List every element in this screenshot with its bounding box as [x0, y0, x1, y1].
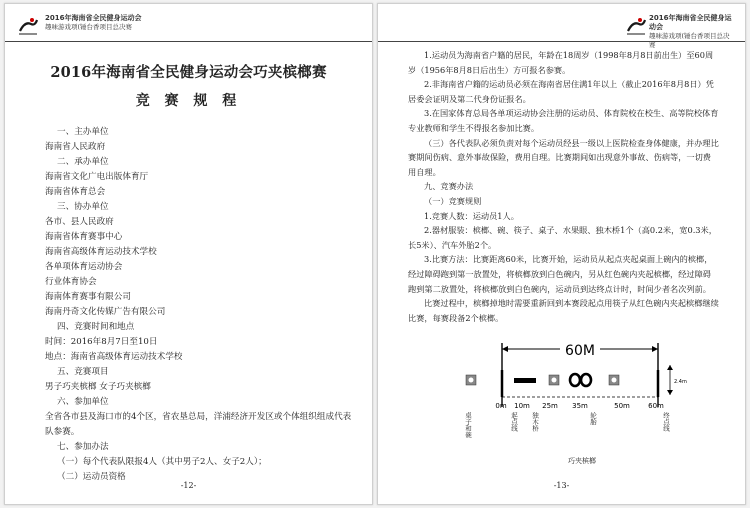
paragraph: 3.在国家体育总局各单项运动协会注册的运动员、体育院校在校生、高等院校体育专业教师和学生不得报名参加比赛。	[408, 108, 719, 133]
paragraph: （三）各代表队必须负责对每个运动员经县一级以上医院检查身体健康，并办理比赛期间伤病、意外事故保险，费用自理。比赛期间如出现意外事故、伤病等，一切费用自理。	[408, 137, 719, 177]
distance-label: 60M	[565, 343, 595, 359]
text-line: 男子巧夹槟榔 女子巧夹槟榔	[45, 382, 151, 392]
text-line: 一、主办单位	[57, 127, 109, 137]
page-header	[378, 12, 745, 49]
sports-logo-icon	[625, 15, 647, 37]
station-label: 轮胎	[589, 412, 597, 425]
course-diagram	[462, 335, 692, 455]
right-page	[377, 3, 746, 505]
bowl-station-icon	[466, 375, 476, 385]
text-line: 六、参加单位	[57, 397, 109, 407]
paragraph: 3.比赛方法：比赛距离60米，比赛开始，运动员从起点夹起桌面上碗内的槟榔，经过障碍跑到第一放置处，将槟榔放到白色碗内，另从红色碗内夹起槟榔，经过障碍跑到第二放置处，将槟榔放到白色碗内，运动员到达终点计时，时间少者名次列前。	[408, 254, 713, 294]
text-line: 海南省文化广电出版体育厅	[45, 172, 149, 182]
text-line: 二、承办单位	[57, 157, 109, 167]
text-line: 行业体育协会	[45, 277, 97, 287]
arrow-left-icon	[502, 346, 508, 352]
station-label: 独木桥	[531, 412, 539, 432]
text-line: 海南省体育赛事中心	[45, 232, 123, 242]
page-number: -12-	[180, 481, 197, 490]
right-body	[408, 48, 719, 325]
text-line: 海南省体育总会	[45, 187, 106, 197]
text-line: 三、协办单位	[57, 202, 109, 212]
left-page	[4, 3, 373, 505]
mark-label: 60m	[648, 402, 664, 410]
header-title: 2016年海南省全民健身运动会	[45, 14, 142, 22]
text-line: 各市、县人民政府	[45, 217, 114, 227]
paragraph: 2.非海南省户籍的运动员必须在海南省居住满1年以上（截止2016年8月8日）凭居委会证明及第二代身份证报名。	[408, 79, 714, 104]
mark-label: 35m	[572, 402, 588, 410]
text-line: 五、竞赛项目	[57, 367, 109, 377]
diagram-caption: 巧夹槟榔	[568, 457, 596, 465]
mark-label: 50m	[614, 402, 630, 410]
bowl-station-icon	[609, 375, 619, 385]
paragraph: 1.运动员为海南省户籍的居民，年龄在18周岁（1998年8月8日前出生）至60周岁（1956年8月8日后出生）方可报名参赛。	[408, 50, 714, 75]
station-label: 起点线	[510, 412, 518, 432]
mark-label: 25m	[542, 402, 558, 410]
text-line: 全省各市县及海口市的4个区，省农垦总局，洋浦经济开发区或个体组织组成代表队参赛。	[45, 412, 352, 437]
paragraph: 比赛过程中，槟榔掉地时需要重新回到本赛段起点用筷子从红色碗内夹起槟榔继续比赛，每赛段备2个槟榔。	[408, 298, 719, 323]
text-line: 时间：2016年8月7日至10日	[45, 337, 158, 347]
tire-icon	[570, 374, 591, 386]
document-title: 2016年海南省全民健身运动会巧夹槟榔赛	[50, 64, 327, 81]
sports-logo-icon	[17, 15, 39, 37]
text-line: 海南体育赛事有限公司	[45, 292, 131, 302]
station-label: 终点线	[662, 412, 670, 432]
page-header	[5, 12, 372, 42]
header-subtitle: 趣味游戏项(锤台香项目总决赛	[45, 23, 133, 31]
text-line: 七、参加办法	[57, 442, 109, 452]
mark-label: 0m	[495, 402, 507, 410]
page-number: -13-	[553, 481, 570, 490]
text-line: （二）运动员资格	[57, 472, 126, 482]
arrow-right-icon	[652, 346, 658, 352]
paragraph: 九、竞赛办法	[424, 181, 474, 192]
height-label: 2.4m	[674, 379, 687, 385]
paragraph: 1.竞赛人数：运动员1人。	[424, 210, 519, 221]
paragraph: 2.器材服装：槟榔、碗、筷子、桌子、水果眼、独木桥1个（高0.2米，宽0.3米，长5米）、汽车外胎2个。	[408, 225, 717, 250]
text-line: 海南丹奇文化传媒广告有限公司	[45, 307, 166, 317]
text-line: 海南省高级体育运动技术学校	[45, 247, 157, 257]
document-subtitle: 竞 赛 规 程	[135, 93, 242, 109]
text-line: 海南省人民政府	[45, 142, 106, 152]
balance-beam-icon	[514, 378, 536, 383]
paragraph: （一）竞赛规则	[424, 195, 482, 206]
station-label: 桌子和碗	[464, 412, 472, 438]
bowl-station-icon	[549, 375, 559, 385]
left-body	[45, 125, 352, 485]
text-line: 四、竞赛时间和地点	[57, 322, 135, 332]
text-line: （一）每个代表队限报4人（其中男子2人、女子2人）；	[57, 457, 267, 467]
header-subtitle: 趣味游戏项(锤台香项目总决赛	[649, 32, 730, 49]
header-title: 2016年海南省全民健身运动会	[649, 14, 732, 31]
mark-label: 10m	[514, 402, 530, 410]
text-line: 各单项体育运动协会	[45, 262, 123, 272]
text-line: 地点：海南省高级体育运动技术学校	[45, 352, 183, 362]
